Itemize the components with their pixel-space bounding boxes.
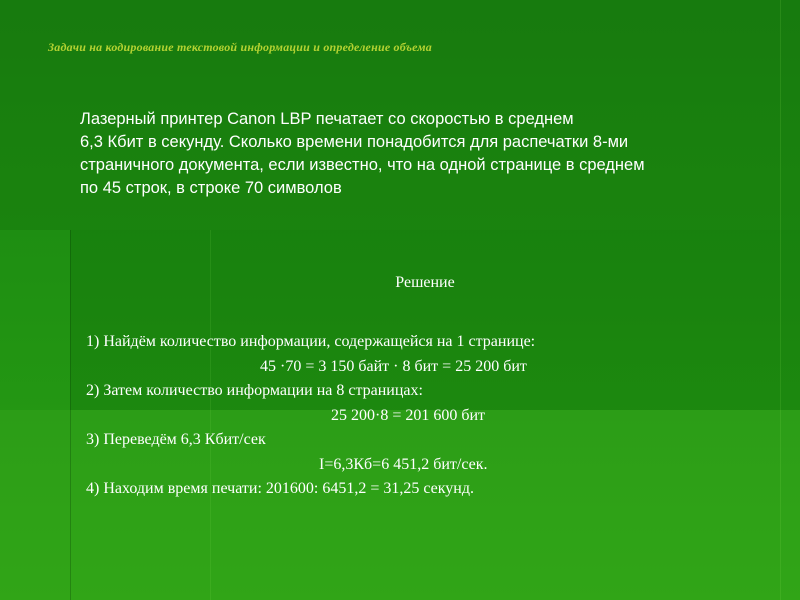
solution-calculation-3: I=6,3Кб=6 451,2 бит/сек.	[319, 455, 488, 473]
background-line	[70, 230, 71, 600]
solution-calculation-1: 45 ·70 = 3 150 байт · 8 бит = 25 200 бит	[260, 357, 527, 375]
problem-line: по 45 строк, в строке 70 символов	[80, 179, 342, 197]
solution-steps	[86, 330, 686, 502]
solution-step-4: 4) Находим время печати: 201600: 6451,2 = 31,25 секунд.	[86, 480, 474, 497]
background-line	[780, 0, 781, 600]
problem-line: страничного документа, если известно, что на одной странице в среднем	[80, 156, 645, 174]
problem-line: 6,3 Кбит в секунду. Сколько времени понадобится для распечатки 8-ми	[80, 133, 629, 151]
solution-calculation-2: 25 200·8 = 201 600 бит	[331, 406, 486, 424]
solution-heading: Решение	[395, 274, 455, 291]
problem-statement	[80, 108, 780, 200]
problem-line: Лазерный принтер Canon LBP печатает со скоростью в среднем	[80, 110, 574, 128]
solution-step-1: 1) Найдём количество информации, содержащейся на 1 странице:	[86, 333, 536, 350]
slide-title: Задачи на кодирование текстовой информации и определение объема	[48, 40, 433, 54]
solution-step-2: 2) Затем количество информации на 8 страницах:	[86, 382, 423, 399]
solution-step-3: 3) Переведём 6,3 Кбит/сек	[86, 431, 266, 448]
